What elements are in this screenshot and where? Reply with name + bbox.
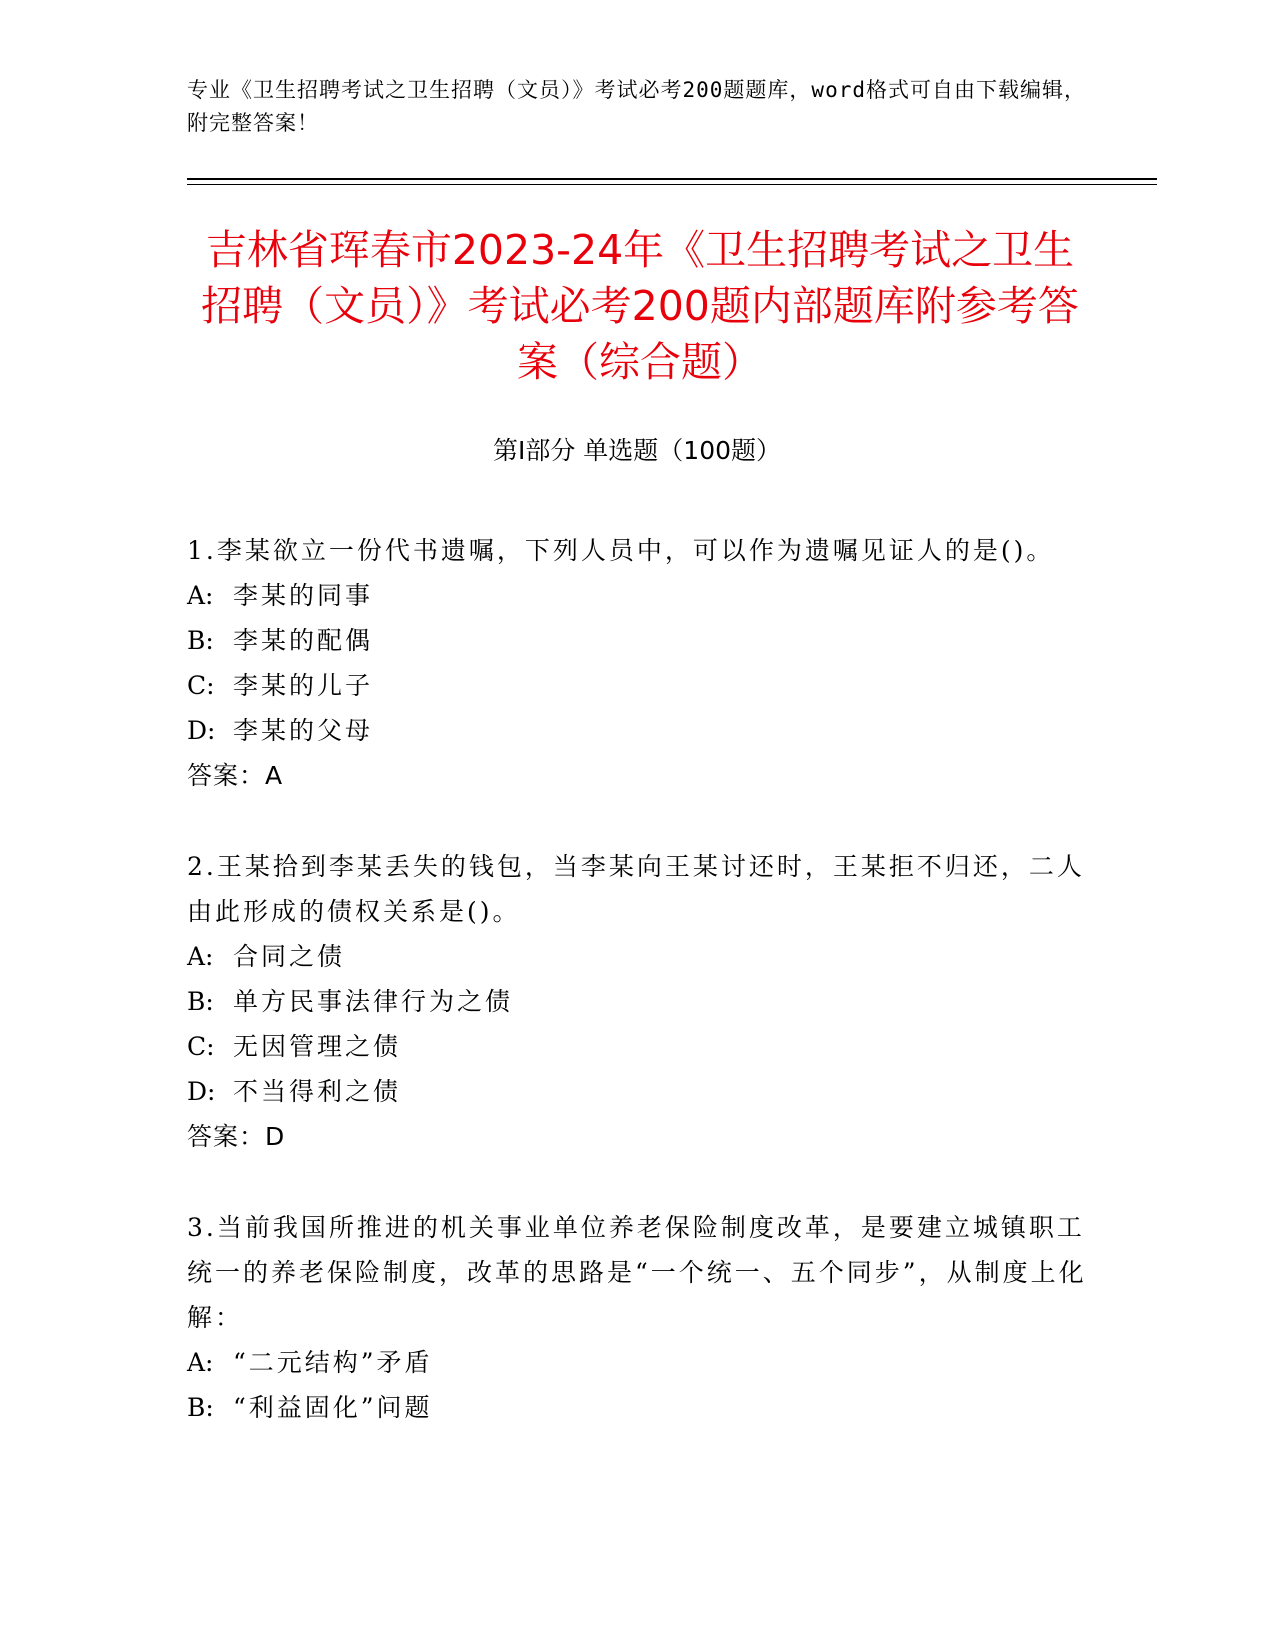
question-stem: 2.王某拾到李某丢失的钱包，当李某向王某讨还时，王某拒不归还，二人由此形成的债权关系是()。	[187, 852, 1085, 926]
option-letter: B:	[187, 626, 214, 655]
option-text: 合同之债	[233, 942, 346, 971]
option-letter: C:	[187, 671, 215, 700]
document-title: 吉林省珲春市2023-24年《卫生招聘考试之卫生招聘（文员）》考试必考200题内部题库附参考答案（综合题）	[201, 226, 1079, 386]
question-stem: 3.当前我国所推进的机关事业单位养老保险制度改革，是要建立城镇职工统一的养老保险制度，改革的思路是“一个统一、五个同步”，从制度上化解：	[187, 1213, 1087, 1332]
option-text: 李某的配偶	[233, 626, 374, 655]
option-c	[187, 1024, 1087, 1069]
question-1	[187, 528, 1087, 798]
option-d	[187, 1069, 1087, 1114]
option-letter: B:	[187, 987, 214, 1016]
option-text: “利益固化”问题	[233, 1393, 433, 1422]
header-note: 专业《卫生招聘考试之卫生招聘（文员）》考试必考200题题库，word格式可自由下载编辑，附完整答案！	[187, 78, 1086, 135]
option-letter: B:	[187, 1393, 214, 1422]
option-a	[187, 934, 1087, 979]
question-stem: 1.李某欲立一份代书遗嘱，下列人员中，可以作为遗嘱见证人的是()。	[187, 536, 1055, 565]
option-a	[187, 1340, 1087, 1385]
option-letter: D:	[187, 1077, 216, 1106]
option-text: 单方民事法律行为之债	[233, 987, 514, 1016]
option-letter: A:	[187, 581, 214, 610]
question-2	[187, 844, 1087, 1159]
option-a	[187, 573, 1087, 618]
option-letter: C:	[187, 1032, 215, 1061]
option-b	[187, 979, 1087, 1024]
option-letter: A:	[187, 1348, 214, 1377]
option-b	[187, 1385, 1087, 1430]
option-d	[187, 708, 1087, 753]
option-text: “二元结构”矛盾	[233, 1348, 433, 1377]
section-heading: 第Ⅰ部分 单选题（100题）	[492, 436, 782, 465]
answer-line: 答案：D	[187, 1122, 286, 1151]
option-text: 李某的父母	[233, 716, 374, 745]
option-text: 李某的儿子	[233, 671, 374, 700]
question-3	[187, 1205, 1087, 1430]
header-rule-thin	[187, 184, 1157, 185]
answer-line: 答案：A	[187, 761, 284, 790]
option-text: 无因管理之债	[233, 1032, 402, 1061]
option-letter: A:	[187, 942, 214, 971]
option-b	[187, 618, 1087, 663]
option-letter: D:	[187, 716, 216, 745]
question-list	[187, 528, 1087, 1476]
option-c	[187, 663, 1087, 708]
header-rule-thick	[187, 178, 1157, 180]
option-text: 不当得利之债	[233, 1077, 402, 1106]
option-text: 李某的同事	[233, 581, 374, 610]
